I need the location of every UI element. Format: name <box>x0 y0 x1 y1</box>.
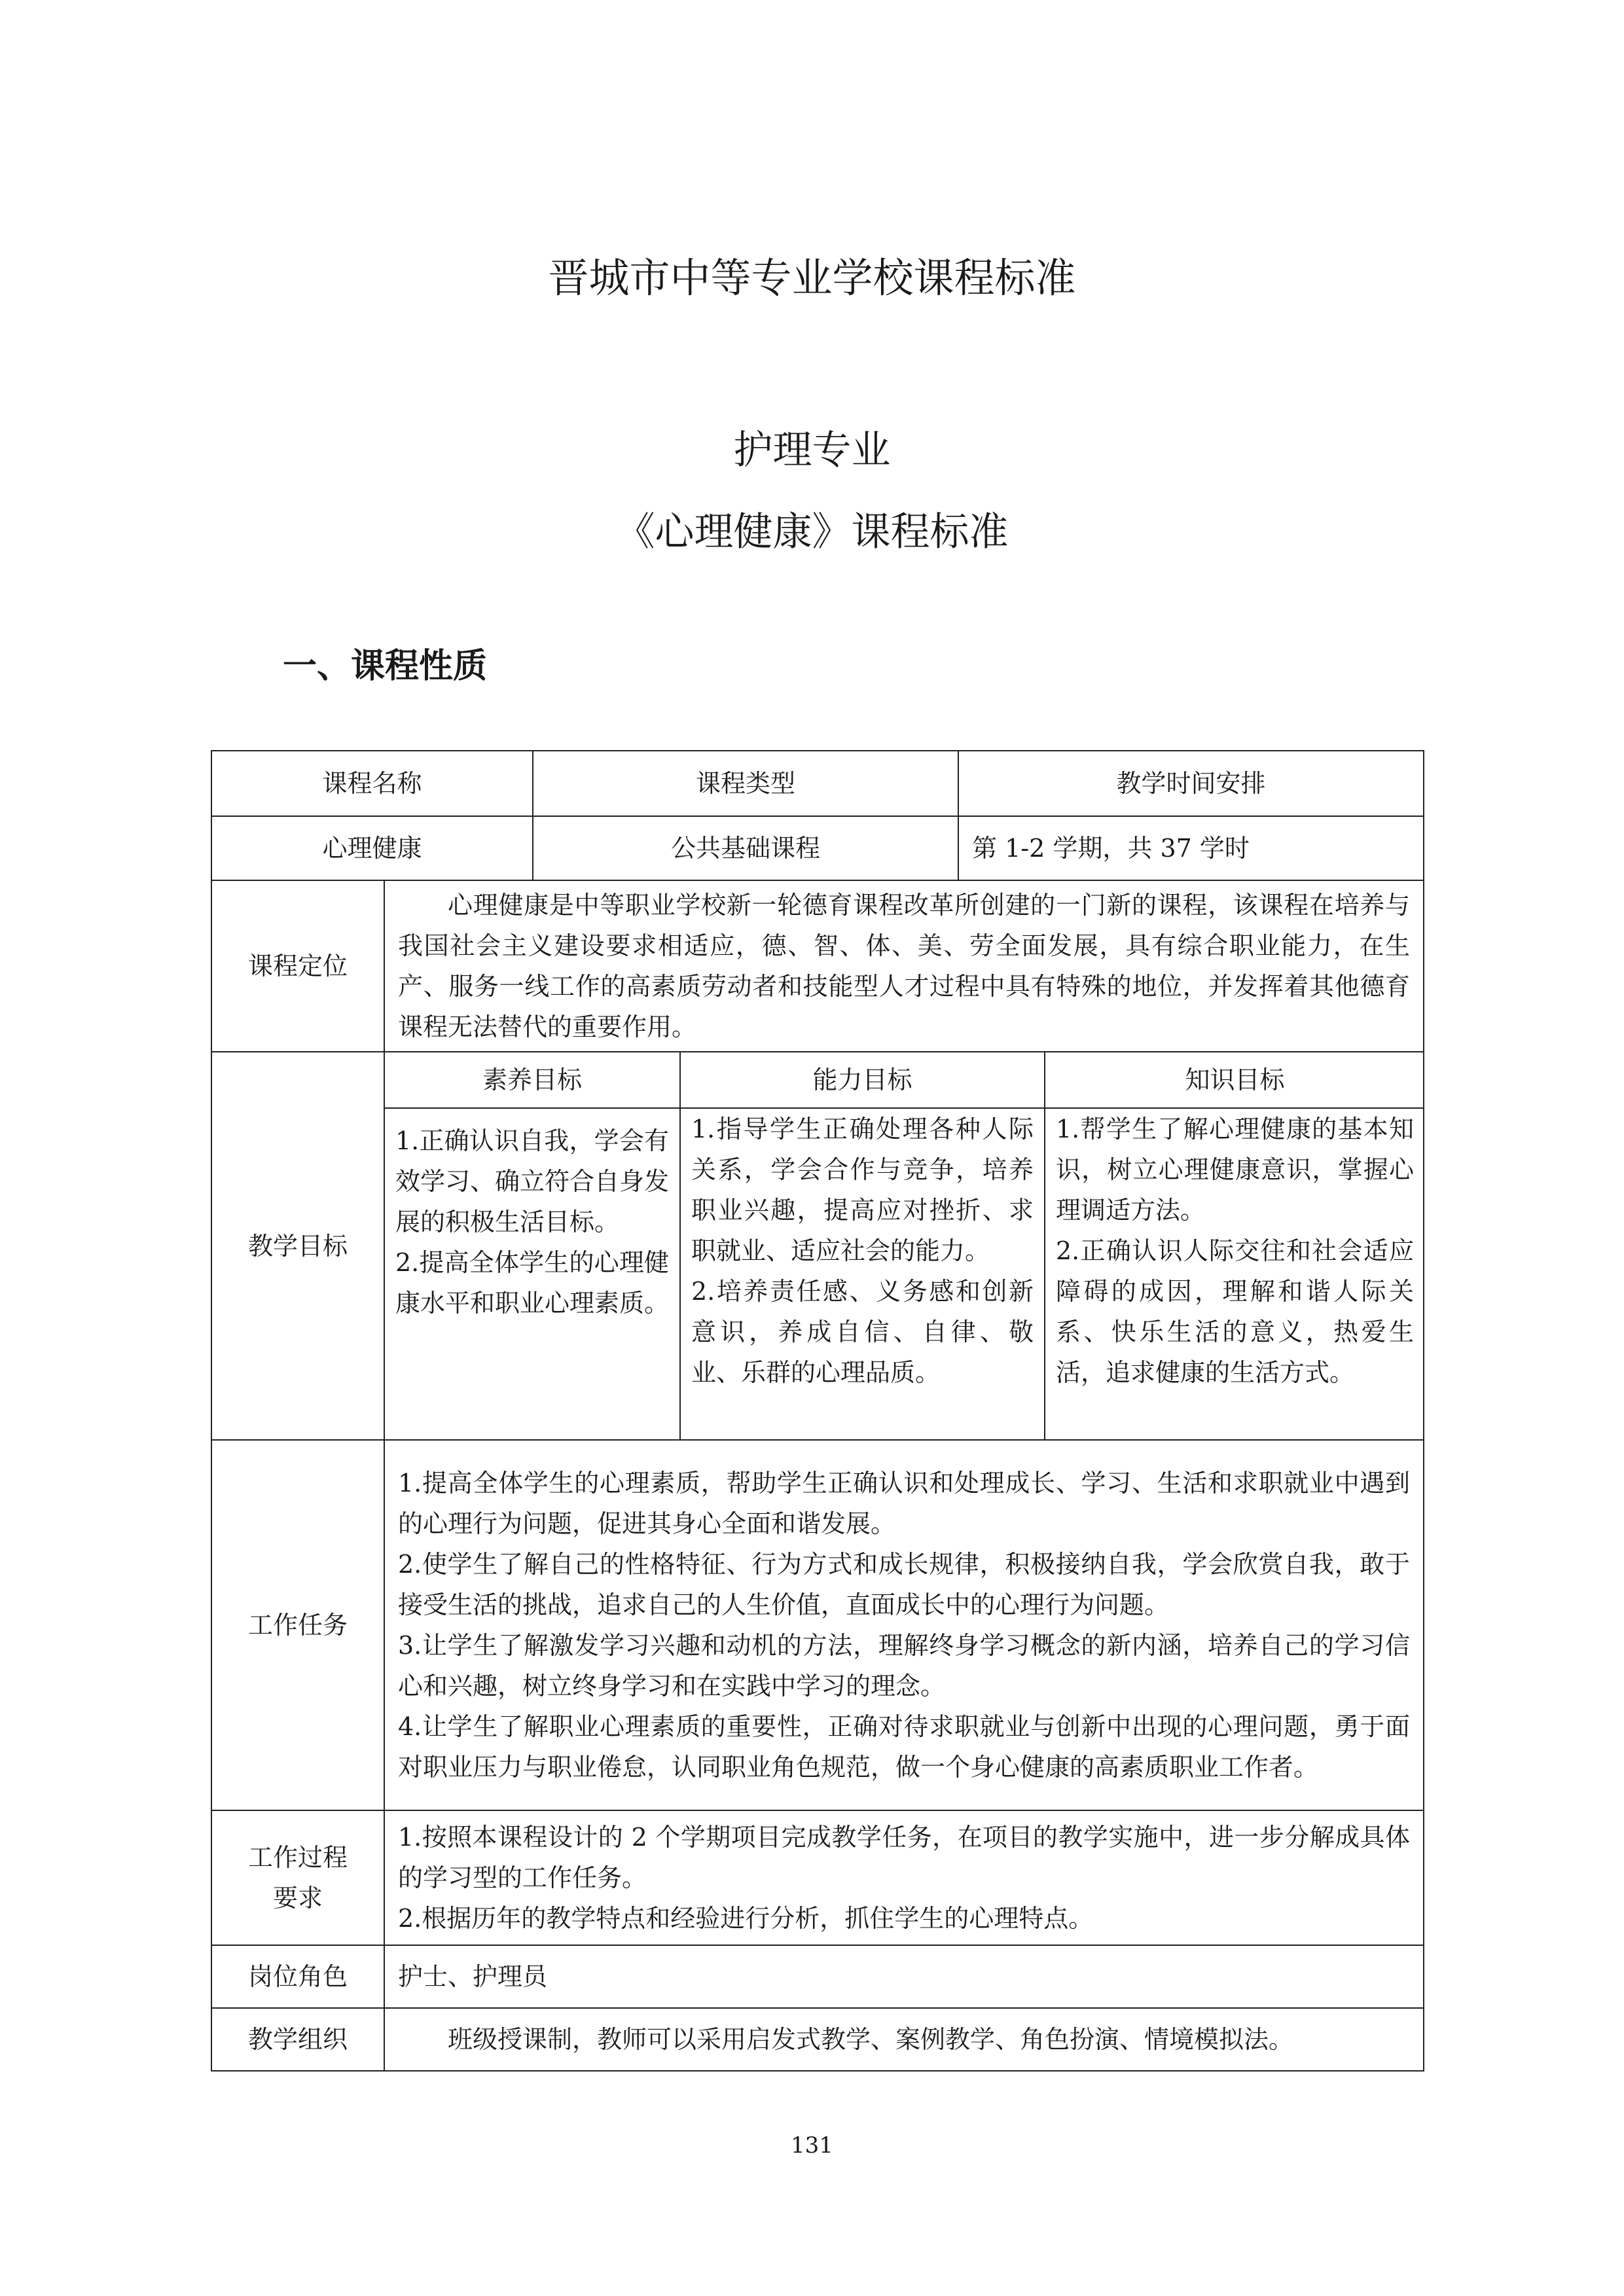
process-label <box>211 1810 384 1945</box>
table-info-row <box>211 816 1424 880</box>
role-text: 护士、护理员 <box>384 1945 1424 2008</box>
organization-label: 教学组织 <box>211 2008 384 2071</box>
header-schedule: 教学时间安排 <box>958 751 1424 816</box>
list-item: 1.帮学生了解心理健康的基本知识，树立心理健康意识，掌握心理调适方法。 <box>1056 1115 1414 1225</box>
knowledge-objectives <box>1045 1108 1424 1439</box>
role-row <box>211 1945 1424 2008</box>
ability-objectives <box>680 1108 1045 1439</box>
section-heading: 一、课程性质 <box>283 647 488 686</box>
page-number: 131 <box>791 2132 833 2159</box>
process-label-line: 工作过程 <box>247 1843 348 1872</box>
document-title: 晋城市中等专业学校课程标准 <box>548 254 1076 302</box>
list-item: 2.培养责任感、义务感和创新意识，养成自信、自律、敬业、乐群的心理品质。 <box>691 1277 1034 1387</box>
list-item: 4.让学生了解职业心理素质的重要性，正确对待求职就业与创新中出现的心理问题，勇于面对职业压力与职业倦怠，认同职业角色规范，做一个身心健康的高素质职业工作者。 <box>398 1712 1411 1782</box>
list-item: 2.正确认识人际交往和社会适应障碍的成因，理解和谐人际关系、快乐生活的意义，热爱生活，追求健康的生活方式。 <box>1056 1236 1414 1387</box>
objectives-grid <box>384 1052 1424 1440</box>
course-title: 《心理健康》课程标准 <box>615 509 1009 555</box>
tasks-row <box>211 1440 1424 1810</box>
process-label-line: 要求 <box>272 1884 323 1912</box>
header-course-name: 课程名称 <box>211 751 533 816</box>
schedule-value: 第 1-2 学期，共 37 学时 <box>958 816 1424 880</box>
list-item: 2.提高全体学生的心理健康水平和职业心理素质。 <box>395 1248 670 1318</box>
list-item: 2.使学生了解自己的性格特征、行为方式和成长规律，积极接纳自我，学会欣赏自我，敢于接受生活的挑战，追求自己的人生价值，直面成长中的心理行为问题。 <box>398 1550 1411 1619</box>
role-label: 岗位角色 <box>211 1945 384 2008</box>
ability-header: 能力目标 <box>680 1052 1045 1108</box>
table-header-row <box>211 751 1424 816</box>
list-item: 1.正确认识自我，学会有效学习、确立符合自身发展的积极生活目标。 <box>395 1126 670 1236</box>
course-type-value: 公共基础课程 <box>533 816 958 880</box>
objectives-row <box>211 1052 1424 1440</box>
organization-text: 班级授课制，教师可以采用启发式教学、案例教学、角色扮演、情境模拟法。 <box>384 2008 1424 2071</box>
course-name-value: 心理健康 <box>211 816 533 880</box>
positioning-row <box>211 880 1424 1052</box>
literacy-header: 素养目标 <box>385 1052 680 1108</box>
list-item: 1.提高全体学生的心理素质，帮助学生正确认识和处理成长、学习、生活和求职就业中遇到的心理行为问题，促进其身心全面和谐发展。 <box>398 1469 1411 1538</box>
tasks-label: 工作任务 <box>211 1440 384 1810</box>
positioning-text: 心理健康是中等职业学校新一轮德育课程改革所创建的一门新的课程，该课程在培养与我国社会主义建设要求相适应，德、智、体、美、劳全面发展，具有综合职业能力，在生产、服务一线工作的高素质劳动者和技能型人才过程中具有特殊的地位，并发挥着其他德育课程无法替代的重要作用。 <box>384 880 1424 1052</box>
list-item: 3.让学生了解激发学习兴趣和动机的方法，理解终身学习概念的新内涵，培养自己的学习信心和兴趣，树立终身学习和在实践中学习的理念。 <box>398 1631 1411 1700</box>
objectives-content-row <box>385 1108 1424 1439</box>
knowledge-header: 知识目标 <box>1045 1052 1424 1108</box>
literacy-objectives <box>385 1108 680 1439</box>
process-row <box>211 1810 1424 1945</box>
organization-row <box>211 2008 1424 2071</box>
objectives-header-row <box>385 1052 1424 1108</box>
objectives-label: 教学目标 <box>211 1052 384 1440</box>
tasks-content <box>384 1440 1424 1810</box>
objectives-inner-table <box>385 1052 1424 1439</box>
list-item: 2.根据历年的教学特点和经验进行分析，抓住学生的心理特点。 <box>398 1904 1094 1933</box>
header-course-type: 课程类型 <box>533 751 958 816</box>
major-title: 护理专业 <box>733 427 891 473</box>
process-content <box>384 1810 1424 1945</box>
list-item: 1.指导学生正确处理各种人际关系，学会合作与竞争，培养职业兴趣，提高应对挫折、求职就业、适应社会的能力。 <box>691 1115 1034 1265</box>
course-standard-table <box>211 750 1424 2072</box>
positioning-label: 课程定位 <box>211 880 384 1052</box>
list-item: 1.按照本课程设计的 2 个学期项目完成教学任务，在项目的教学实施中，进一步分解成具体的学习型的工作任务。 <box>398 1823 1411 1892</box>
